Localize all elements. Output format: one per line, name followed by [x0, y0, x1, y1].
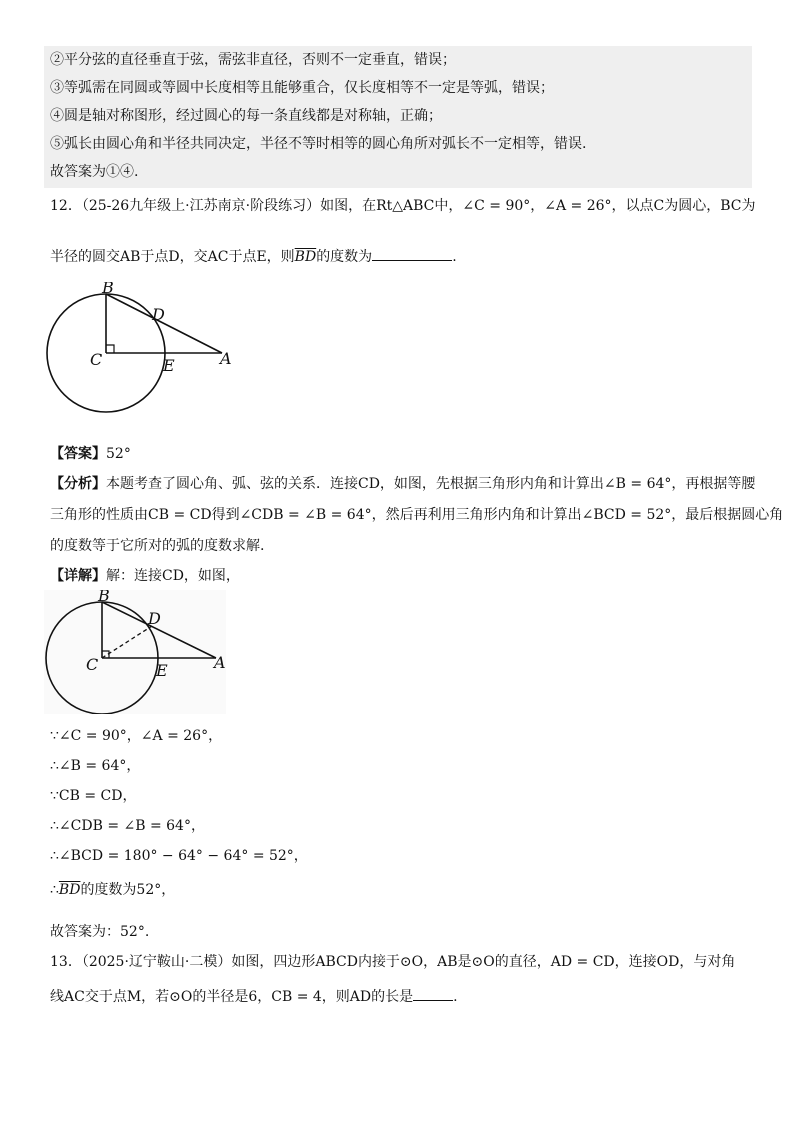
analysis-tag: 【分析】 [50, 476, 106, 492]
q13-line-1: 13．（2025·辽宁鞍山·二模）如图，四边形ABCD内接于⊙O，AB是⊙O的直径，AD = CD，连接OD，与对角 [50, 954, 736, 970]
label-a: A [220, 349, 232, 368]
step-6-arc: $\overline{BD}$ [58, 882, 81, 898]
label-b-2: B [98, 590, 110, 605]
analysis-line-3: 的度数等于它所对的弧的度数求解. [50, 538, 265, 554]
step-2: ∴∠B = 64°， [50, 758, 141, 774]
label-b: B [102, 282, 114, 297]
label-d-2: D [148, 609, 161, 628]
analysis-line-1 [50, 474, 755, 494]
label-c: C [90, 350, 103, 369]
step-6 [50, 880, 175, 900]
analysis-text-1: 本题考查了圆心角、弧、弦的关系．连接CD，如图，先根据三角形内角和计算出∠B = 64°，再根据等腰 [106, 476, 756, 492]
figure-1 [44, 282, 244, 414]
q13-answer-blank [413, 986, 453, 1001]
intro-line-5: ⑤弧长由圆心角和半径共同决定，半径不等时相等的圆心角所对弧长不一定相等，错误. [50, 136, 587, 152]
step-6-text: 的度数为52°， [80, 882, 176, 898]
step-6-therefore: ∴ [50, 882, 59, 898]
arc-bd: $\overline{BD}$ [294, 249, 317, 265]
q12-line-1: 12．（25-26九年级上·江苏南京·阶段练习）如图，在Rt△ABC中，∠C = 90°，∠A = 26°，以点C为圆心，BC为 [50, 198, 756, 214]
analysis-line-2: 三角形的性质由CB = CD得到∠CDB = ∠B = 64°，然后再利用三角形内角和计算出∠BCD = 52°，最后根据圆心角 [50, 507, 784, 523]
answer-tag: 【答案】 [50, 446, 106, 462]
intro-line-3: ③等弧需在同圆或等圆中长度相等且能够重合，仅长度相等不一定是等弧，错误； [50, 80, 554, 96]
label-a-2: A [214, 653, 226, 672]
answer-value: 52° [106, 446, 131, 462]
q13-line-2a: 线AC交于点M，若⊙O的半径是6，CB = 4，则AD的长是 [50, 989, 414, 1005]
q12-line-2a: 半径的圆交AB于点D，交AC于点E，则 [50, 249, 295, 265]
detail-line [50, 566, 240, 586]
q13-line-2-end: . [453, 989, 458, 1005]
label-e-2: E [156, 661, 168, 680]
step-4: ∴∠CDB = ∠B = 64°， [50, 818, 205, 834]
figure-1-svg [44, 282, 244, 414]
label-d: D [152, 305, 165, 324]
step-3: ∵CB = CD， [50, 788, 137, 804]
figure-2-svg [44, 590, 226, 714]
step-5: ∴∠BCD = 180° − 64° − 64° = 52°， [50, 848, 308, 864]
q12-line-2b: 的度数为 [316, 249, 373, 265]
intro-line-4: ④圆是轴对称图形，经过圆心的每一条直线都是对称轴，正确； [50, 108, 442, 124]
q12-line-2 [50, 246, 457, 267]
answer-blank [372, 246, 452, 261]
label-e: E [163, 356, 175, 375]
detail-intro: 解：连接CD，如图， [106, 568, 240, 584]
q13-line-2 [50, 986, 458, 1007]
intro-line-2: ②平分弦的直径垂直于弦，需弦非直径，否则不一定垂直，错误； [50, 52, 456, 68]
q12-line-2-end: . [452, 249, 457, 265]
final-answer: 故答案为：52°. [50, 924, 150, 940]
figure-2 [44, 590, 226, 714]
step-1: ∵∠C = 90°，∠A = 26°， [50, 728, 223, 744]
detail-tag: 【详解】 [50, 568, 106, 584]
label-c-2: C [86, 655, 99, 674]
answer-line [50, 444, 131, 464]
intro-answer: 故答案为①④. [50, 164, 139, 180]
